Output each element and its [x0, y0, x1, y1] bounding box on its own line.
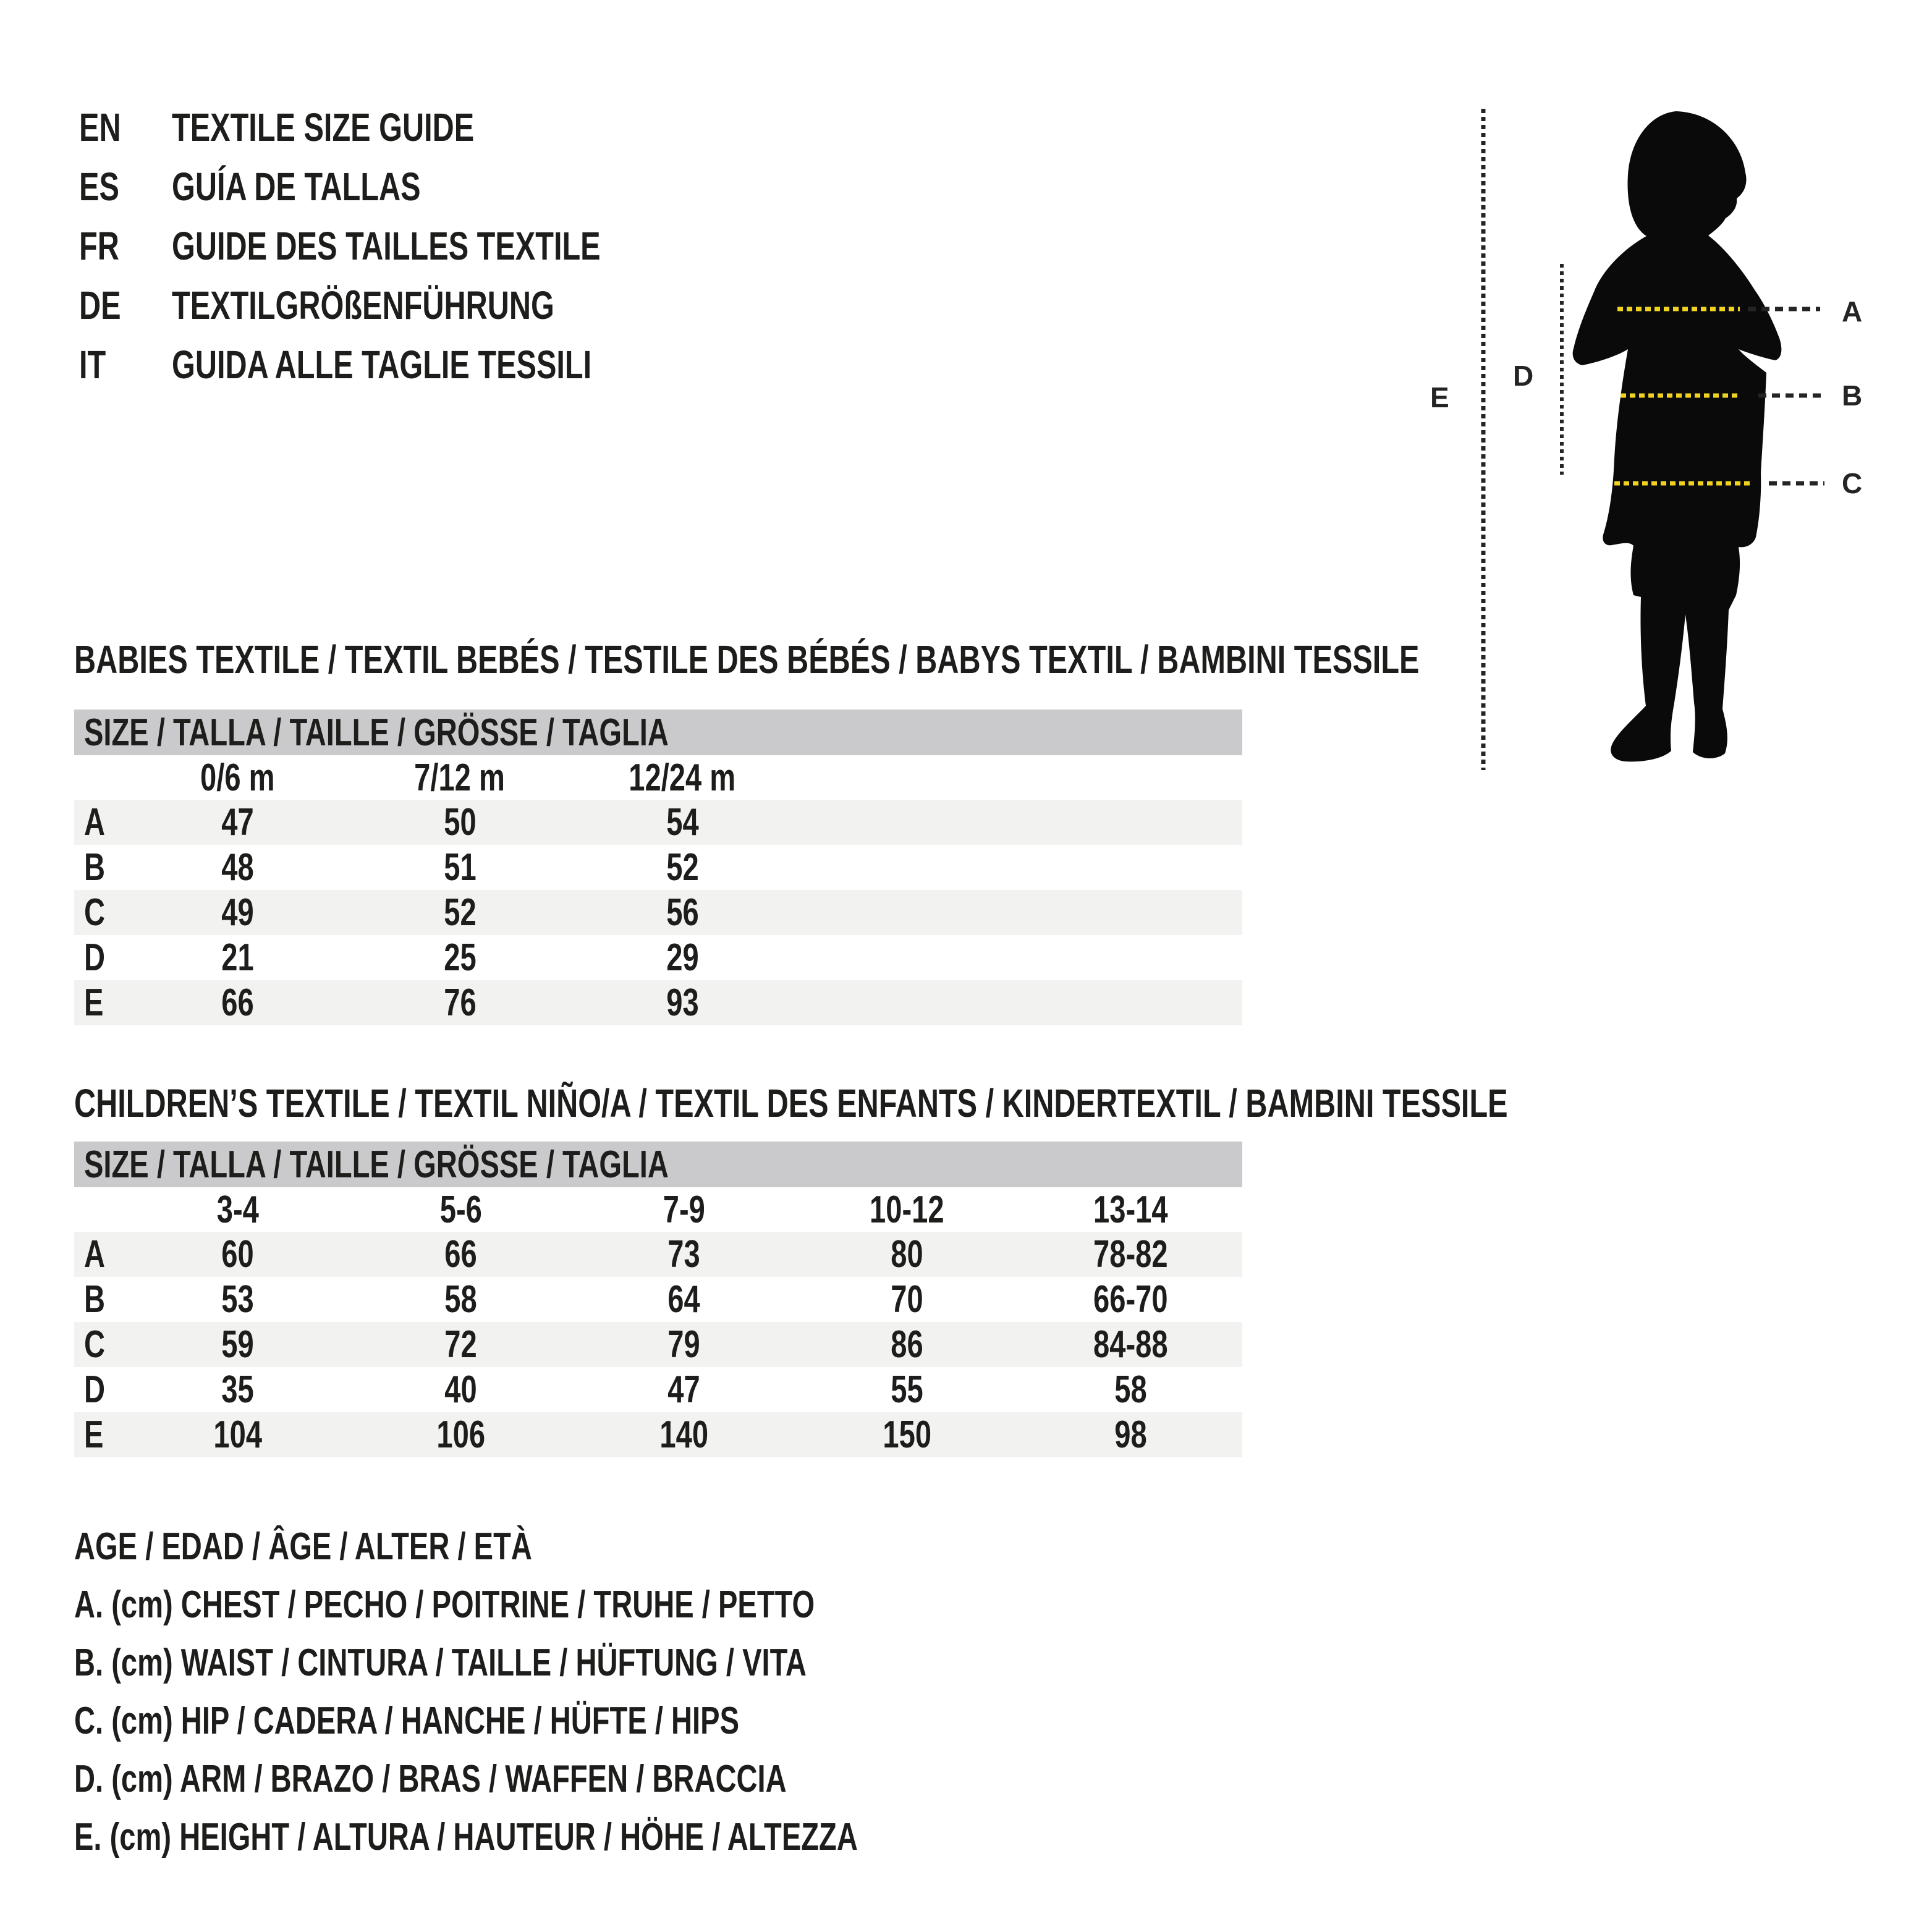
- table-cell: [439, 1232, 482, 1276]
- measurement-figure-graphic: [1415, 93, 1928, 816]
- column-header-text: 7/12 m: [414, 756, 506, 799]
- table-cell: [886, 1277, 928, 1321]
- language-title: GUÍA DE TALLAS: [172, 164, 421, 209]
- language-code-text: EN: [79, 105, 121, 150]
- table-cell: [439, 800, 481, 844]
- row-label: [74, 845, 126, 889]
- column-header-text: 7-9: [663, 1188, 705, 1231]
- cell-text: 47: [221, 801, 254, 844]
- table-cell: [216, 1232, 259, 1276]
- column-header-text: 12/24 m: [629, 756, 736, 799]
- babies-table-header-text: SIZE / TALLA / TAILLE / GRÖSSE / TAGLIA: [84, 711, 669, 754]
- cell-text: 66: [444, 1233, 477, 1276]
- row-label-text: D: [84, 1368, 106, 1411]
- cell-text: 60: [221, 1233, 254, 1276]
- row-label-text: E: [84, 981, 104, 1024]
- babies-table-title: [74, 638, 1844, 681]
- legend-line-age: [74, 1517, 1105, 1575]
- language-code: [79, 342, 172, 388]
- table-cell: [663, 1323, 705, 1366]
- table-cell: [216, 1323, 259, 1366]
- table-cell: [661, 891, 704, 934]
- table-cell: [875, 1413, 939, 1457]
- table-row: [74, 1277, 1242, 1322]
- cell-text: 73: [667, 1233, 700, 1276]
- language-code-text: DE: [79, 283, 121, 328]
- column-header: [400, 756, 519, 800]
- row-label-text: C: [84, 1323, 106, 1366]
- column-header-text: 0/6 m: [200, 756, 275, 799]
- language-title: TEXTILE SIZE GUIDE: [172, 105, 475, 150]
- column-header-text: 13-14: [1093, 1188, 1168, 1231]
- cell-text: 80: [891, 1233, 923, 1276]
- language-code: [79, 282, 172, 328]
- cell-text: 58: [444, 1278, 477, 1321]
- table-cell: [886, 1323, 928, 1366]
- cell-text: 40: [444, 1368, 477, 1411]
- column-header: [858, 1188, 956, 1232]
- cell-text: 58: [1114, 1368, 1147, 1411]
- language-row-en: [79, 98, 736, 157]
- language-row-it: [79, 335, 736, 394]
- legend-text: A. (cm) CHEST / PECHO / POITRINE / TRUHE / PETTO: [74, 1583, 815, 1626]
- column-header: [189, 756, 287, 800]
- legend-line-waist: [74, 1633, 1105, 1692]
- column-header-text: 5-6: [439, 1188, 482, 1231]
- table-row: [74, 890, 1242, 935]
- children-size-table: [74, 1142, 1242, 1457]
- language-title: GUIDE DES TAILLES TEXTILE: [172, 224, 601, 268]
- column-header: [433, 1188, 489, 1232]
- cell-text: 66-70: [1093, 1278, 1168, 1321]
- language-title: TEXTILGRÖßENFÜHRUNG: [172, 283, 554, 328]
- cell-text: 150: [883, 1413, 931, 1456]
- table-cell: [661, 800, 704, 844]
- row-label: [74, 1323, 126, 1366]
- language-row-es: [79, 157, 736, 216]
- language-title: GUIDA ALLE TAGLIE TESSILI: [172, 342, 592, 387]
- column-header-text: 10-12: [870, 1188, 944, 1231]
- cell-text: 21: [221, 936, 254, 979]
- table-cell: [216, 800, 259, 844]
- row-label: [74, 1232, 126, 1276]
- cell-text: 25: [443, 936, 477, 979]
- table-cell: [1082, 1232, 1180, 1276]
- children-table-header-bar: [74, 1142, 1242, 1187]
- table-cell: [439, 1368, 482, 1412]
- row-label-text: A: [84, 801, 106, 844]
- table-cell: [439, 845, 481, 889]
- cell-text: 76: [443, 981, 477, 1024]
- column-header: [612, 756, 753, 800]
- table-cell: [439, 891, 481, 934]
- cell-text: 79: [667, 1323, 700, 1366]
- legend-text: D. (cm) ARM / BRAZO / BRAS / WAFFEN / BRACCIA: [74, 1757, 787, 1800]
- cell-text: 64: [667, 1278, 700, 1321]
- column-header: [210, 1188, 266, 1232]
- cell-text: 106: [436, 1413, 485, 1456]
- table-row: [74, 935, 1242, 980]
- cell-text: 29: [666, 936, 699, 979]
- cell-text: 35: [221, 1368, 254, 1411]
- row-label-text: B: [84, 1278, 106, 1321]
- table-cell: [1082, 1277, 1180, 1321]
- table-row: [74, 800, 1242, 845]
- figure-label-hip-c: C: [1842, 467, 1863, 499]
- language-guide-list: [79, 98, 736, 394]
- table-cell: [216, 845, 259, 889]
- language-code: [79, 104, 172, 150]
- babies-size-table: [74, 710, 1242, 1025]
- babies-table-title-text: BABIES TEXTILE / TEXTIL BEBÉS / TESTILE DES BÉBÉS / BABYS TEXTIL / BAMBINI TESSILE: [74, 637, 1420, 682]
- row-label-text: A: [84, 1233, 106, 1276]
- cell-text: 51: [443, 846, 477, 889]
- children-column-header-row: [74, 1187, 1242, 1232]
- table-cell: [663, 1368, 705, 1412]
- table-cell: [439, 1323, 482, 1366]
- table-cell: [439, 1277, 482, 1321]
- table-cell: [216, 891, 259, 934]
- row-label: [74, 981, 126, 1025]
- cell-text: 104: [213, 1413, 262, 1456]
- cell-text: 70: [891, 1278, 923, 1321]
- row-label-text: D: [84, 936, 106, 979]
- legend-line-hip: [74, 1692, 1105, 1750]
- table-row: [74, 1367, 1242, 1412]
- babies-column-header-row: [74, 755, 1242, 800]
- cell-text: 72: [444, 1323, 477, 1366]
- table-cell: [661, 981, 704, 1025]
- children-table-title-text: CHILDREN’S TEXTILE / TEXTIL NIÑO/A / TEXTIL DES ENFANTS / KINDERTEXTIL / BAMBINI TESSILE: [74, 1081, 1508, 1125]
- cell-text: 48: [221, 846, 254, 889]
- table-cell: [216, 1368, 259, 1412]
- table-cell: [1109, 1368, 1152, 1412]
- cell-text: 84-88: [1093, 1323, 1168, 1366]
- language-code-text: ES: [79, 164, 119, 209]
- measurement-legend: [74, 1517, 1105, 1866]
- table-cell: [216, 981, 259, 1025]
- cell-text: 59: [221, 1323, 254, 1366]
- legend-line-arm: [74, 1750, 1105, 1808]
- legend-text: E. (cm) HEIGHT / ALTURA / HAUTEUR / HÖHE / ALTEZZA: [74, 1815, 858, 1858]
- cell-text: 56: [666, 891, 699, 934]
- row-label: [74, 1413, 126, 1457]
- column-header: [656, 1188, 712, 1232]
- table-row: [74, 980, 1242, 1025]
- row-label-text: B: [84, 846, 106, 889]
- table-row: [74, 845, 1242, 890]
- figure-label-waist-b: B: [1842, 379, 1863, 412]
- figure-label-chest-a: A: [1842, 295, 1863, 328]
- table-cell: [661, 936, 704, 980]
- row-label: [74, 1277, 126, 1321]
- table-cell: [663, 1277, 705, 1321]
- legend-text: C. (cm) HIP / CADERA / HANCHE / HÜFTE / HIPS: [74, 1699, 740, 1742]
- cell-text: 93: [666, 981, 699, 1024]
- table-cell: [439, 981, 481, 1025]
- table-cell: [886, 1232, 928, 1276]
- legend-line-chest: [74, 1575, 1105, 1633]
- cell-text: 52: [666, 846, 699, 889]
- cell-text: 140: [659, 1413, 708, 1456]
- cell-text: 86: [891, 1323, 923, 1366]
- column-header: [1082, 1188, 1180, 1232]
- measurement-figure: [1415, 93, 1928, 816]
- cell-text: 52: [443, 891, 477, 934]
- table-row: [74, 1232, 1242, 1277]
- children-table-title: [74, 1082, 1932, 1125]
- row-label: [74, 936, 126, 980]
- table-cell: [206, 1413, 269, 1457]
- cell-text: 50: [443, 801, 477, 844]
- column-header-text: 3-4: [216, 1188, 259, 1231]
- language-code: [79, 164, 172, 210]
- children-table-header-text: SIZE / TALLA / TAILLE / GRÖSSE / TAGLIA: [84, 1143, 669, 1186]
- legend-text: AGE / EDAD / ÂGE / ALTER / ETÀ: [74, 1525, 532, 1568]
- table-row: [74, 1322, 1242, 1367]
- cell-text: 47: [667, 1368, 700, 1411]
- cell-text: 66: [221, 981, 254, 1024]
- legend-text: B. (cm) WAIST / CINTURA / TAILLE / HÜFTUNG / VITA: [74, 1641, 807, 1684]
- table-cell: [886, 1368, 928, 1412]
- cell-text: 53: [221, 1278, 254, 1321]
- language-code-text: IT: [79, 342, 106, 387]
- row-label: [74, 1368, 126, 1412]
- cell-text: 98: [1114, 1413, 1147, 1456]
- cell-text: 78-82: [1093, 1233, 1168, 1276]
- row-label: [74, 891, 126, 934]
- language-row-fr: [79, 216, 736, 276]
- table-cell: [1082, 1323, 1180, 1366]
- figure-label-height-e: E: [1430, 381, 1449, 413]
- table-cell: [216, 1277, 259, 1321]
- cell-text: 54: [666, 801, 699, 844]
- cell-text: 49: [221, 891, 254, 934]
- language-row-de: [79, 276, 736, 335]
- legend-line-height: [74, 1808, 1105, 1866]
- table-cell: [661, 845, 704, 889]
- row-label-text: E: [84, 1413, 104, 1456]
- language-code: [79, 223, 172, 269]
- table-cell: [1109, 1413, 1152, 1457]
- table-cell: [429, 1413, 493, 1457]
- table-cell: [216, 936, 259, 980]
- table-cell: [439, 936, 481, 980]
- table-cell: [663, 1232, 705, 1276]
- language-code-text: FR: [79, 224, 119, 268]
- table-row: [74, 1412, 1242, 1457]
- row-label: [74, 800, 126, 844]
- babies-table-header-bar: [74, 710, 1242, 755]
- row-label-text: C: [84, 891, 106, 934]
- figure-label-arm-d: D: [1513, 360, 1534, 392]
- table-cell: [652, 1413, 716, 1457]
- cell-text: 55: [891, 1368, 923, 1411]
